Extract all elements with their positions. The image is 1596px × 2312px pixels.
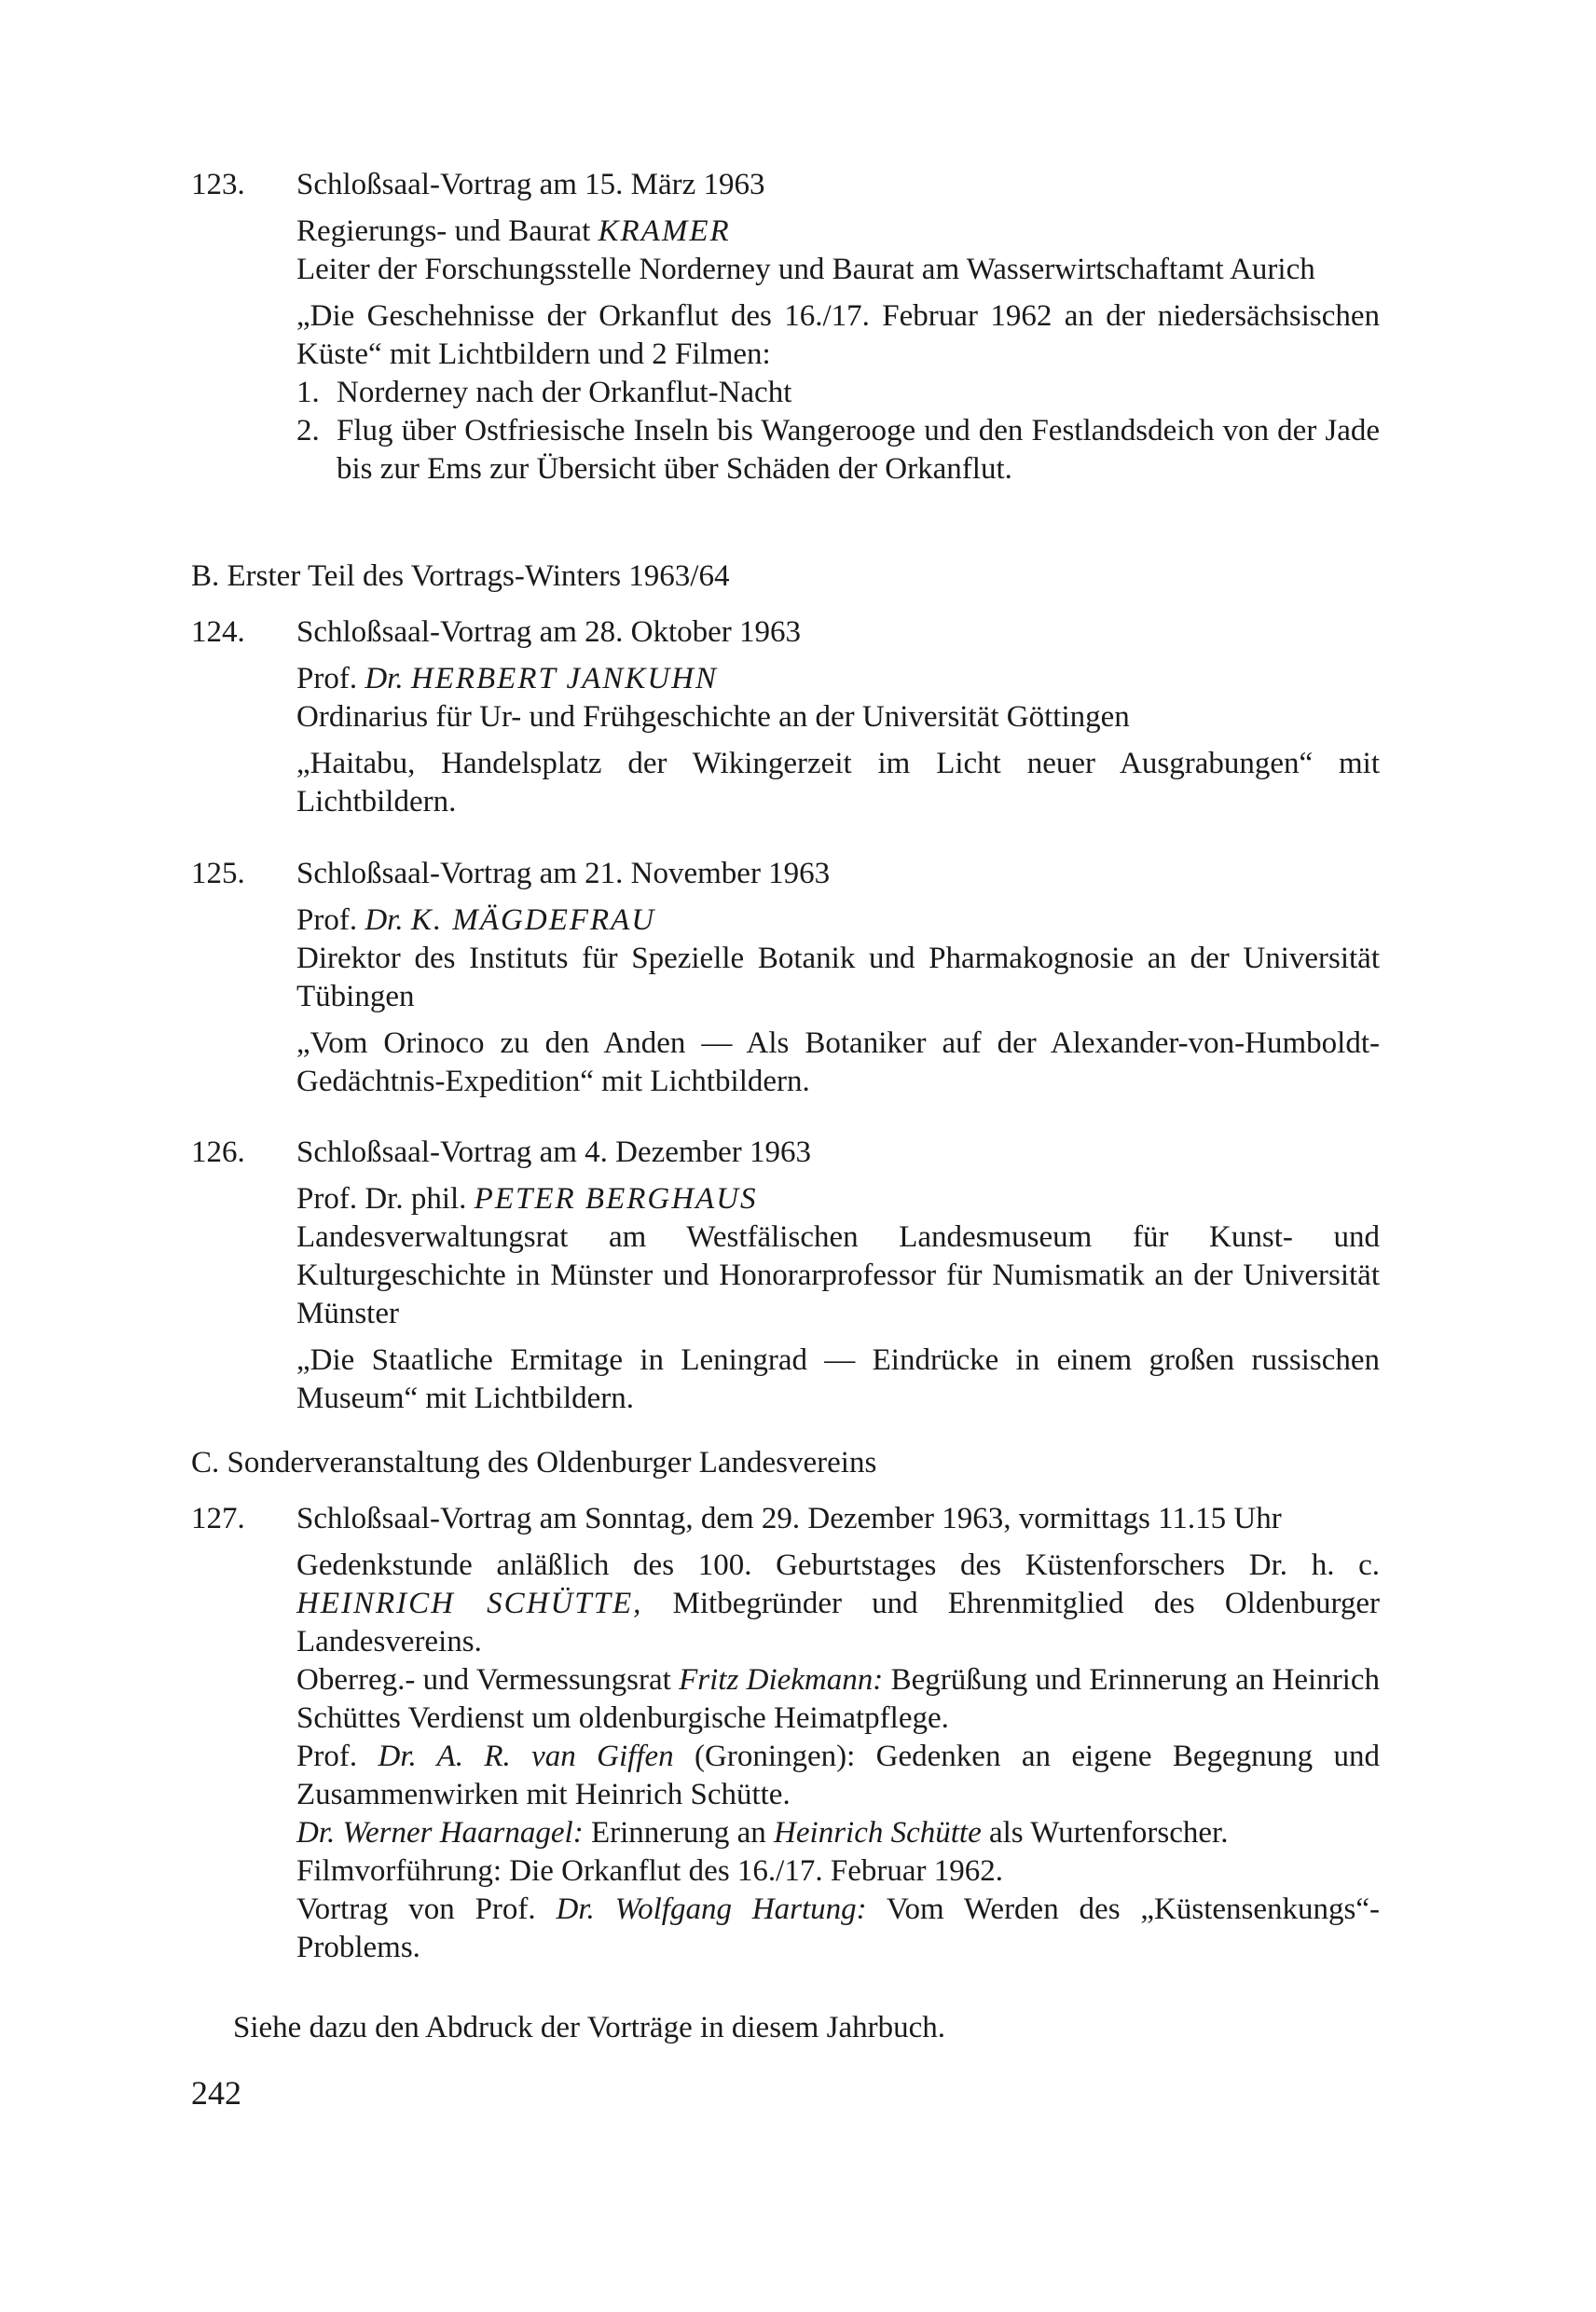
entry-venue: Schloßsaal-Vortrag am 28. Oktober 1963: [296, 615, 802, 649]
section-heading-b: B. Erster Teil des Vortrags-Winters 1963/64: [191, 559, 730, 593]
entry-venue: Schloßsaal-Vortrag am 21. November 1963: [296, 857, 831, 890]
speaker-name: KRAMER: [598, 214, 731, 248]
entry-number: 125.: [191, 857, 245, 890]
reference-note: Siehe dazu den Abdruck der Vorträge in diesem Jahrbuch.: [233, 2011, 945, 2044]
film-item-2: 2. Flug über Ostfriesische Inseln bis Wangerooge und den Festlandsdeich von der Jade bis zur Ems zur Übersicht über Schäden der Orkanflut.: [296, 414, 1380, 486]
memorial-description: Gedenkstunde anläßlich des 100. Geburtstages des Küstenforschers Dr. h. c. HEINRICH SCHÜTTE, Mitbegründer und Ehrenmitglied des Oldenburger Landesvereins.: [296, 1548, 1380, 1658]
entry-topic: „Die Geschehnisse der Orkanflut des 16./17. Februar 1962 an der niedersächsischen Küste“ mit Lichtbildern und 2 Filmen:: [296, 299, 1380, 371]
speaker-name: PETER BERGHAUS: [474, 1182, 758, 1216]
lecture-entry-124: [191, 613, 1380, 821]
entry-speaker: Prof. Dr. K. MÄGDEFRAU: [296, 903, 656, 937]
program-item-welcome: Oberreg.- und Vermessungsrat Fritz Diekmann: Begrüßung und Erinnerung an Heinrich Schüttes Verdienst um oldenburgische Heimatpflege.: [296, 1663, 1380, 1735]
speaker-name: K. MÄGDEFRAU: [410, 903, 656, 937]
program-item-giffen: Prof. Dr. A. R. van Giffen (Groningen): Gedenken an eigene Begegnung und Zusammenwirken mit Heinrich Schütte.: [296, 1740, 1381, 1811]
program-item-haarnagel: Dr. Werner Haarnagel: Erinnerung an Heinrich Schütte als Wurtenforscher.: [296, 1816, 1229, 1850]
honoree-name: HEINRICH SCHÜTTE,: [296, 1587, 643, 1620]
entry-number: 126.: [191, 1135, 245, 1169]
entry-speaker: Prof. Dr. HERBERT JANKUHN: [296, 662, 719, 695]
entry-affiliation: Leiter der Forschungsstelle Norderney und Baurat am Wasserwirtschaftamt Aurich: [296, 253, 1315, 286]
program-item-hartung: Vortrag von Prof. Dr. Wolfgang Hartung: Vom Werden des „Küstensenkungs“-Problems.: [296, 1892, 1381, 1964]
entry-speaker: Prof. Dr. phil. PETER BERGHAUS: [296, 1182, 758, 1216]
entry-topic: „Vom Orinoco zu den Anden — Als Botaniker auf der Alexander-von-Humboldt-Gedächtnis-Expedition“ mit Lichtbildern.: [296, 1026, 1380, 1098]
entry-venue: Schloßsaal-Vortrag am Sonntag, dem 29. Dezember 1963, vormittags 11.15 Uhr: [296, 1502, 1282, 1535]
entry-venue: Schloßsaal-Vortrag am 4. Dezember 1963: [296, 1135, 811, 1169]
entry-affiliation: Direktor des Instituts für Spezielle Botanik und Pharmakognosie an der Universität Tübingen: [296, 942, 1380, 1013]
film-item-1: 1. Norderney nach der Orkanflut-Nacht: [296, 376, 792, 409]
lecture-entry-125: [191, 855, 1380, 1101]
program-item-film: Filmvorführung: Die Orkanflut des 16./17. Februar 1962.: [296, 1854, 1003, 1888]
entry-venue: Schloßsaal-Vortrag am 15. März 1963: [296, 168, 765, 201]
entry-topic: „Haitabu, Handelsplatz der Wikingerzeit im Licht neuer Ausgrabungen“ mit Lichtbildern.: [296, 747, 1380, 819]
lecture-entry-126: [191, 1134, 1380, 1418]
entry-number: 127.: [191, 1502, 245, 1535]
section-heading-c: C. Sonderveranstaltung des Oldenburger Landesvereins: [191, 1446, 877, 1479]
lecture-entry-127: [191, 1500, 1380, 1967]
speaker-name: HERBERT JANKUHN: [410, 662, 719, 695]
entry-topic: „Die Staatliche Ermitage in Leningrad — Eindrücke in einem großen russischen Museum“ mit Lichtbildern.: [296, 1343, 1380, 1415]
page-number: 242: [191, 2074, 241, 2112]
lecture-entry-123: [191, 166, 1380, 489]
entry-speaker: Regierungs- und Baurat KRAMER: [296, 214, 731, 248]
entry-number: 123.: [191, 168, 245, 201]
entry-affiliation: Landesverwaltungsrat am Westfälischen Landesmuseum für Kunst- und Kulturgeschichte in Münster und Honorarprofessor für Numismatik an der Universität Münster: [296, 1220, 1380, 1330]
entry-number: 124.: [191, 615, 245, 649]
entry-affiliation: Ordinarius für Ur- und Frühgeschichte an der Universität Göttingen: [296, 700, 1130, 734]
